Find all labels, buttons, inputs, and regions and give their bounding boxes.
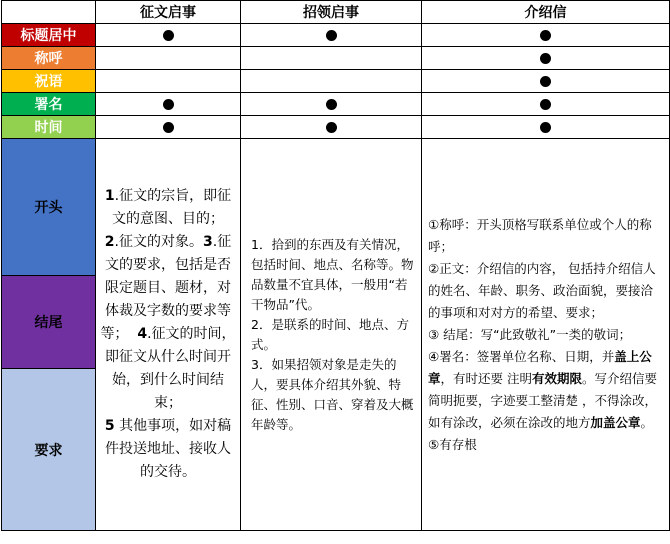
- header-zhengwen: 征文启事: [96, 1, 241, 24]
- bullet-dot-icon: [540, 30, 551, 41]
- dot-cell: [96, 24, 241, 47]
- feature-row: [2, 93, 670, 116]
- dot-cell: [241, 93, 422, 116]
- zw-p1-text: .征文的宗旨，即征文的意图、目的；: [112, 188, 232, 227]
- zw-p5-num: 5: [104, 418, 115, 434]
- bullet-dot-icon: [326, 99, 337, 110]
- bullet-dot-icon: [540, 122, 551, 133]
- bullet-dot-icon: [540, 99, 551, 110]
- dot-cell: [422, 70, 670, 93]
- feature-row: [2, 47, 670, 70]
- row-label: 祝语: [2, 70, 96, 93]
- js-p4-f: 加盖公章: [590, 414, 641, 430]
- js-p4-a: ④署名：签署单位名称、日期，并: [428, 348, 615, 364]
- section-label-yaoqiu: 要求: [2, 369, 96, 531]
- dot-cell: [422, 93, 670, 116]
- js-p4-c: ，有时还要 注明: [440, 370, 532, 386]
- zw-p4-num: 4: [137, 326, 148, 342]
- feature-row: [2, 70, 670, 93]
- zl-p2: 2．是联系的时间、地点、方式。: [251, 316, 409, 352]
- zw-p3-text: .征文的要求，包括是否限定题目、题材，对体裁及字数的要求等等；: [100, 234, 232, 342]
- bullet-dot-icon: [326, 122, 337, 133]
- zl-p1: 1．拾到的东西及有关情况，包括时间、地点、名称等。物品数量不宜具体，一般用“若干物品”代。: [251, 236, 414, 312]
- comparison-table: [1, 0, 670, 531]
- jieshao-content: [422, 139, 670, 531]
- bullet-dot-icon: [163, 30, 174, 41]
- bullet-dot-icon: [163, 99, 174, 110]
- dot-cell: [241, 47, 422, 70]
- dot-cell: [422, 47, 670, 70]
- simple-rows: [2, 24, 670, 139]
- dot-cell: [241, 24, 422, 47]
- dot-cell: [96, 70, 241, 93]
- js-p4-d: 有效期限: [532, 370, 583, 386]
- dot-cell: [241, 70, 422, 93]
- zl-p3: 3．如果招领对象是走失的人，要具体介绍其外貌、特征、性别、口音、穿着及大概年龄等。: [251, 356, 414, 432]
- row-label: 标题居中: [2, 24, 96, 47]
- row-label: 署名: [2, 93, 96, 116]
- section-row-kaitou: [2, 139, 670, 276]
- js-p4: [428, 346, 663, 434]
- dot-cell: [422, 24, 670, 47]
- zw-p1-num: 1: [104, 188, 115, 204]
- header-jieshao: 介绍信: [422, 1, 670, 24]
- js-p4-g: 。: [640, 414, 654, 430]
- row-label: 时间: [2, 116, 96, 139]
- js-p4-b: 盖上公章: [428, 348, 652, 386]
- row-label: 称呼: [2, 47, 96, 70]
- bullet-dot-icon: [326, 30, 337, 41]
- zw-p2-num: 2: [104, 234, 115, 250]
- section-label-jiewei: 结尾: [2, 276, 96, 369]
- feature-row: [2, 24, 670, 47]
- header-row: [2, 1, 670, 24]
- dot-cell: [422, 116, 670, 139]
- bullet-dot-icon: [540, 76, 551, 87]
- dot-cell: [241, 116, 422, 139]
- zw-p2-text: .征文的对象。: [114, 234, 203, 250]
- zw-p4-text: .征文的时间，即征文从什么时间开始，到什么时间结束；: [105, 326, 236, 411]
- bullet-dot-icon: [540, 53, 551, 64]
- zw-p3-num: 3: [203, 234, 213, 250]
- section-label-kaitou: 开头: [2, 139, 96, 276]
- header-empty: [2, 1, 96, 24]
- feature-row: [2, 116, 670, 139]
- zhaoling-content: [241, 139, 422, 531]
- dot-cell: [96, 93, 241, 116]
- zhengwen-content: [96, 139, 241, 531]
- bullet-dot-icon: [163, 122, 174, 133]
- js-p3: ③ 结尾：写“此致敬礼”一类的敬词；: [428, 326, 632, 342]
- header-zhaoling: 招领启事: [241, 1, 422, 24]
- dot-cell: [96, 116, 241, 139]
- zw-p5-text: 其他事项，如对稿件投送地址、接收人的交待。: [105, 418, 232, 480]
- dot-cell: [96, 47, 241, 70]
- js-p4-e: 。写介绍信要简明扼要，字迹要工整清楚 ，不得涂改，如有涂改，必须在涂改的地方: [428, 370, 658, 430]
- js-p2: ②正文：介绍信的内容， 包括持介绍信人的姓名、年龄、职务、政治面貌，要接洽的事项和对对方的希望、要求；: [428, 260, 656, 320]
- js-p5: ⑤有存根: [428, 436, 477, 452]
- js-p1: ①称呼：开头顶格写联系单位或个人的称呼；: [428, 216, 652, 254]
